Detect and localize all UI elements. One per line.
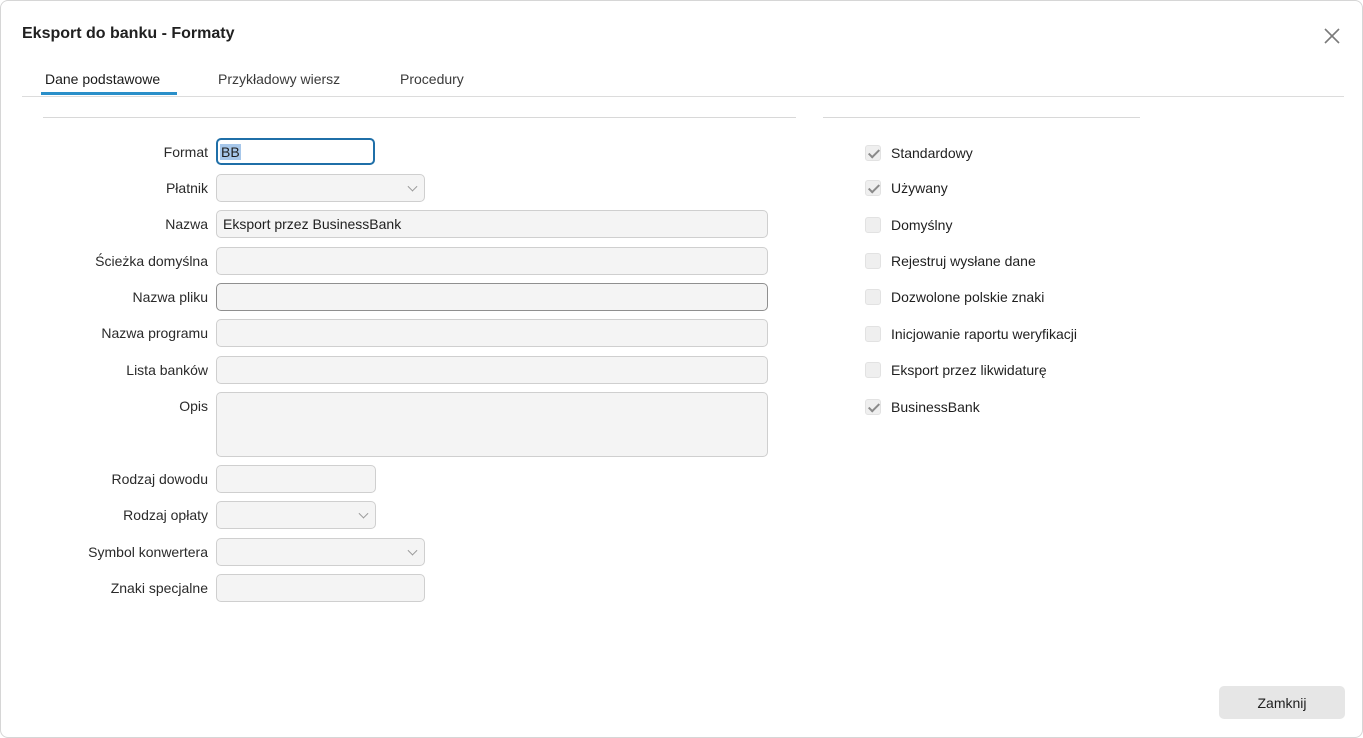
close-icon[interactable]	[1319, 23, 1345, 49]
active-tab-indicator	[41, 92, 177, 95]
checkbox-label: Rejestruj wysłane dane	[891, 253, 1036, 269]
checkbox-label: Eksport przez likwidaturę	[891, 362, 1047, 378]
checkbox-box[interactable]	[865, 217, 881, 233]
chevron-down-icon	[359, 509, 369, 519]
checkbox-label: Domyślny	[891, 217, 953, 233]
checkbox-inicjowanie[interactable]	[865, 324, 1077, 344]
lista-bankow-input[interactable]	[216, 356, 768, 384]
left-section-divider	[43, 117, 796, 118]
nazwa-pliku-input[interactable]	[216, 283, 768, 311]
checkbox-rejestruj[interactable]	[865, 251, 1036, 271]
opis-label: Opis	[179, 398, 208, 414]
format-value: BB	[221, 143, 240, 160]
checkbox-polskie-znaki[interactable]	[865, 287, 1044, 307]
checkbox-standardowy[interactable]	[865, 143, 973, 163]
symbol-konwertera-label: Symbol konwertera	[88, 544, 208, 560]
nazwa-programu-label: Nazwa programu	[101, 325, 208, 341]
checkbox-box[interactable]	[865, 145, 881, 161]
tab-przykladowy-wiersz[interactable]: Przykładowy wiersz	[218, 71, 341, 87]
checkbox-box[interactable]	[865, 180, 881, 196]
dialog-title: Eksport do banku - Formaty	[22, 25, 235, 42]
checkbox-label: BusinessBank	[891, 399, 980, 415]
checkbox-domyslny[interactable]	[865, 215, 952, 235]
checkbox-box[interactable]	[865, 399, 881, 415]
tab-bar	[22, 63, 1344, 97]
checkbox-label: Inicjowanie raportu weryfikacji	[891, 326, 1077, 342]
rodzaj-dowodu-label: Rodzaj dowodu	[111, 471, 208, 487]
checkbox-label: Standardowy	[891, 145, 973, 161]
tab-procedury[interactable]: Procedury	[400, 71, 464, 87]
checkbox-label: Dozwolone polskie znaki	[891, 289, 1045, 305]
rodzaj-oplaty-select[interactable]	[216, 501, 376, 529]
platnik-label: Płatnik	[165, 180, 208, 196]
close-button[interactable]: Zamknij	[1219, 686, 1345, 719]
checkbox-box[interactable]	[865, 289, 881, 305]
nazwa-label: Nazwa	[165, 216, 208, 232]
checkbox-box[interactable]	[865, 362, 881, 378]
opis-textarea[interactable]	[216, 392, 768, 457]
platnik-select[interactable]	[216, 174, 425, 202]
chevron-down-icon	[408, 546, 418, 556]
sciezka-label: Ścieżka domyślna	[95, 253, 208, 269]
znaki-specjalne-input[interactable]	[216, 574, 425, 602]
checkbox-businessbank[interactable]	[865, 397, 980, 417]
checkbox-likwidatura[interactable]	[865, 360, 1047, 380]
checkbox-box[interactable]	[865, 253, 881, 269]
nazwa-input[interactable]	[216, 210, 768, 238]
lista-bankow-label: Lista banków	[126, 362, 208, 378]
checkbox-box[interactable]	[865, 326, 881, 342]
chevron-down-icon	[408, 182, 418, 192]
nazwa-pliku-label: Nazwa pliku	[132, 289, 208, 305]
rodzaj-oplaty-label: Rodzaj opłaty	[123, 507, 208, 523]
tab-dane-podstawowe[interactable]: Dane podstawowe	[45, 71, 161, 87]
znaki-specjalne-label: Znaki specjalne	[110, 580, 208, 596]
checkbox-label: Używany	[891, 180, 948, 196]
symbol-konwertera-select[interactable]	[216, 538, 425, 566]
nazwa-programu-input[interactable]	[216, 319, 768, 347]
rodzaj-dowodu-input[interactable]	[216, 465, 376, 493]
checkbox-uzywany[interactable]	[865, 178, 948, 198]
sciezka-input[interactable]	[216, 247, 768, 275]
right-section-divider	[823, 117, 1140, 118]
format-input[interactable]	[216, 138, 375, 165]
format-label: Format	[163, 144, 208, 160]
nazwa-value: Eksport przez BusinessBank	[223, 216, 402, 232]
